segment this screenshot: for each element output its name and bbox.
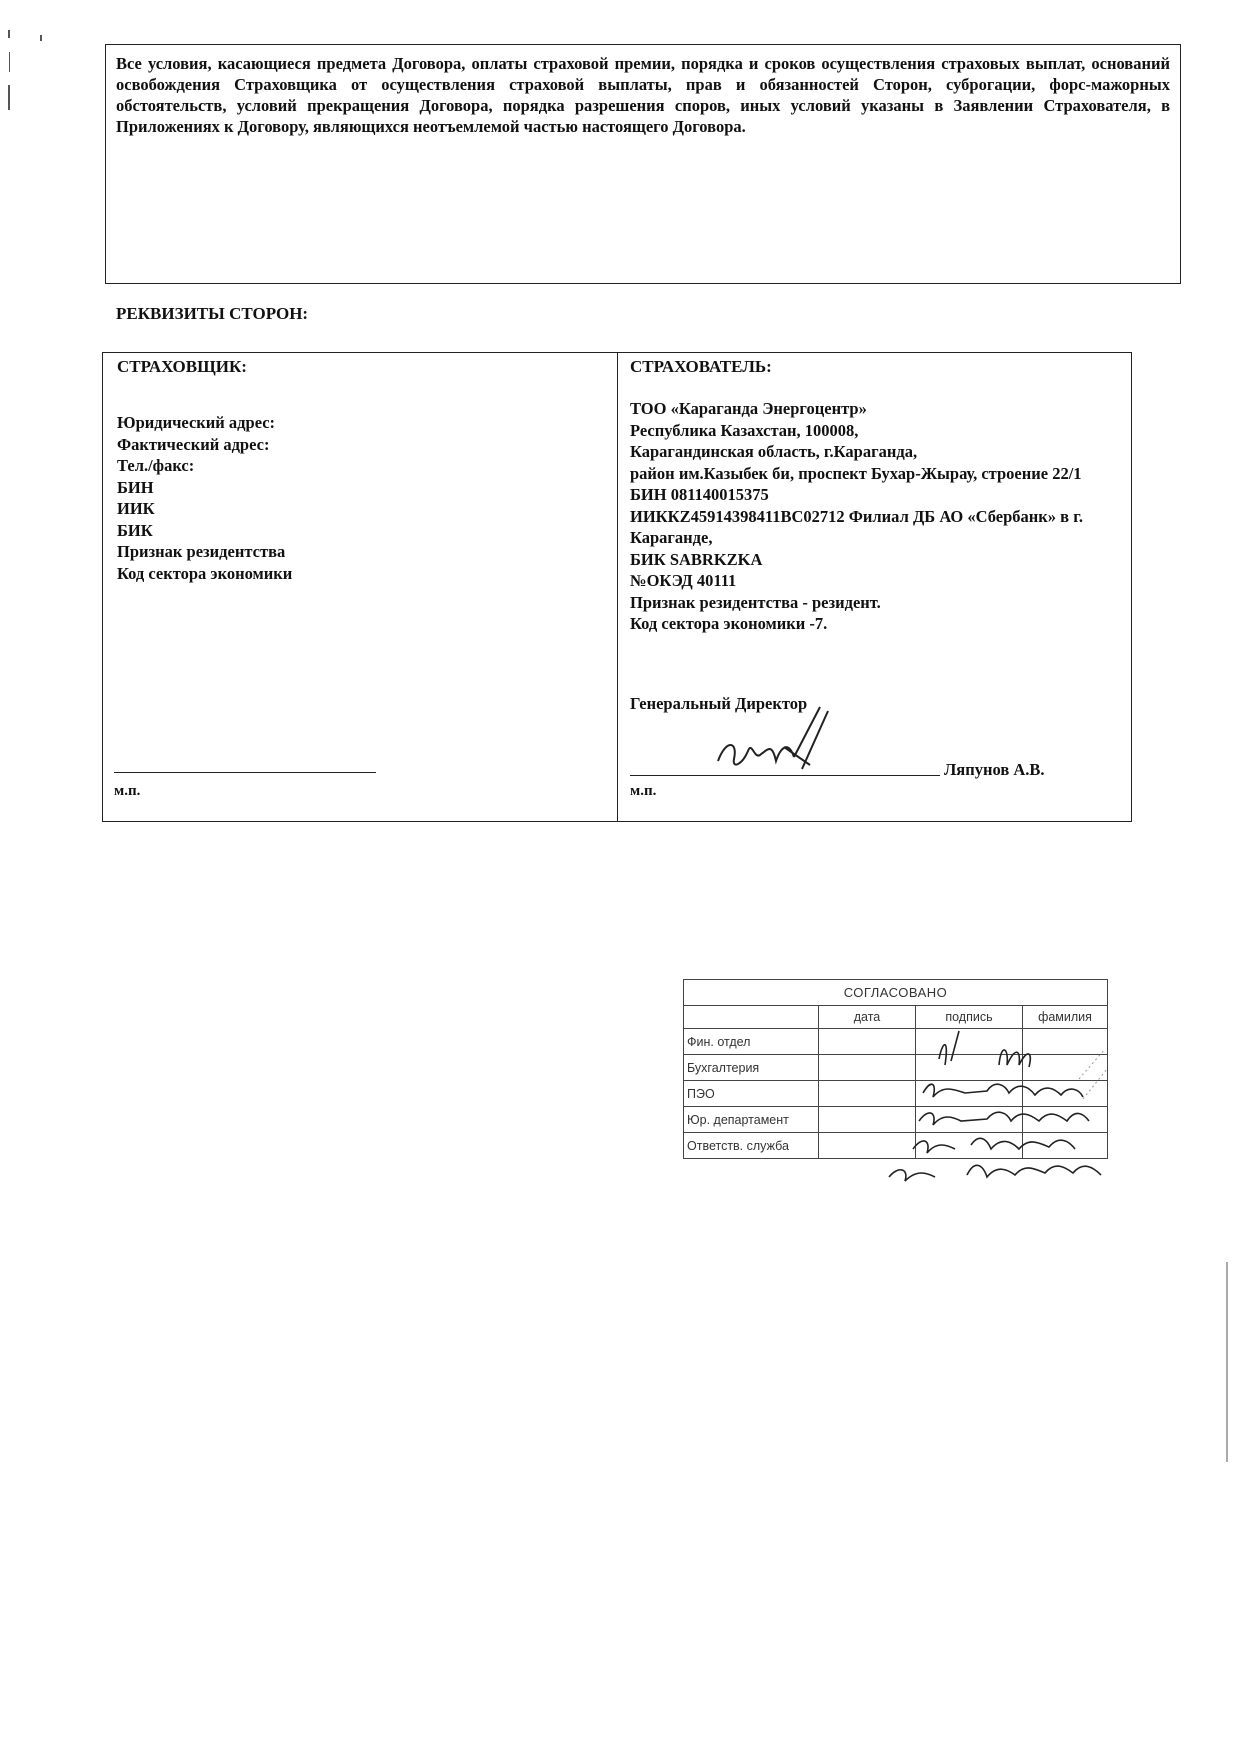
requisites-title: РЕКВИЗИТЫ СТОРОН: (116, 304, 309, 323)
insurer-header: СТРАХОВЩИК: (117, 357, 247, 376)
approval-stamp (683, 979, 1110, 1196)
approval-row-label: Юр. департамент (684, 1107, 819, 1133)
insurer-field: Код сектора экономики (117, 563, 293, 583)
approval-row-label: Фин. отдел (684, 1029, 819, 1055)
approval-column-header (684, 1006, 819, 1029)
signer-name: Ляпунов А.В. (944, 760, 1045, 779)
insured-fields (630, 398, 1121, 635)
insured-line: Признак резидентства - резидент. (630, 592, 881, 612)
insured-line: Карагандинская область, г.Караганда, (630, 442, 918, 461)
insured-line: район им.Казыбек би, проспект Бухар-Жырау, строение 22/1 (630, 463, 1082, 483)
parties-table (102, 352, 1132, 822)
insured-column (618, 353, 1131, 821)
insurer-field: Тел./факс: (117, 456, 195, 475)
approval-row-label: Ответств. служба (684, 1133, 819, 1159)
insured-line: №ОКЭД 40111 (630, 571, 737, 590)
insurer-field: ИИК (117, 499, 155, 518)
insurer-field: Фактический адрес: (117, 434, 270, 454)
approval-column-header: фамилия (1023, 1006, 1108, 1029)
scan-mark (8, 30, 10, 38)
insured-line: ТОО «Караганда Энергоцентр» (630, 399, 867, 418)
approval-column-header: подпись (916, 1006, 1023, 1029)
insurer-field: БИК (117, 520, 153, 540)
approval-column-header: дата (819, 1006, 916, 1029)
insurer-stamp-label: м.п. (114, 783, 141, 799)
insured-line: БИК SABRKZKA (630, 549, 763, 569)
insurer-signature-line (114, 772, 376, 773)
insured-signature-line (630, 775, 940, 776)
approval-signatures (883, 1009, 1108, 1199)
insured-line: Республика Казахстан, 100008, (630, 420, 859, 440)
insurer-field: Признак резидентства (117, 542, 286, 561)
insured-line: ИИККZ45914398411BC02712 Филиал ДБ АО «Сбербанк» в г. Караганде, (630, 506, 1083, 547)
insured-stamp-label: м.п. (630, 783, 657, 799)
scan-mark (1226, 1262, 1228, 1462)
insured-header: СТРАХОВАТЕЛЬ: (630, 357, 772, 376)
conditions-text: Все условия, касающиеся предмета Договора, оплаты страховой премии, порядка и сроков осуществления страховых выплат, оснований освобождения Страховщика от осуществления страховой выплаты, прав и обязанностей Сторон, суброгации, форс-мажорных обстоятельств, условий прекращения Договора, порядка разрешения споров, иных условий указаны в Заявлении Страхователя, в Приложениях к Договору, являющихся неотъемлемой частью настоящего Договора. (116, 54, 1170, 136)
scan-mark (8, 85, 10, 110)
insured-line: БИН 081140015375 (630, 485, 769, 504)
approval-row-label: ПЭО (684, 1081, 819, 1107)
approval-row-label: Бухгалтерия (684, 1055, 819, 1081)
insurer-column (103, 353, 618, 821)
scan-mark (40, 35, 42, 41)
insured-line: Код сектора экономики -7. (630, 614, 828, 633)
insurer-fields (117, 412, 292, 584)
director-title: Генеральный Директор (630, 694, 808, 713)
insurer-field: БИН (117, 477, 154, 497)
approval-title: СОГЛАСОВАНО (684, 980, 1108, 1006)
insurer-field: Юридический адрес: (117, 413, 276, 432)
scan-mark (9, 52, 10, 72)
conditions-box (105, 44, 1181, 284)
